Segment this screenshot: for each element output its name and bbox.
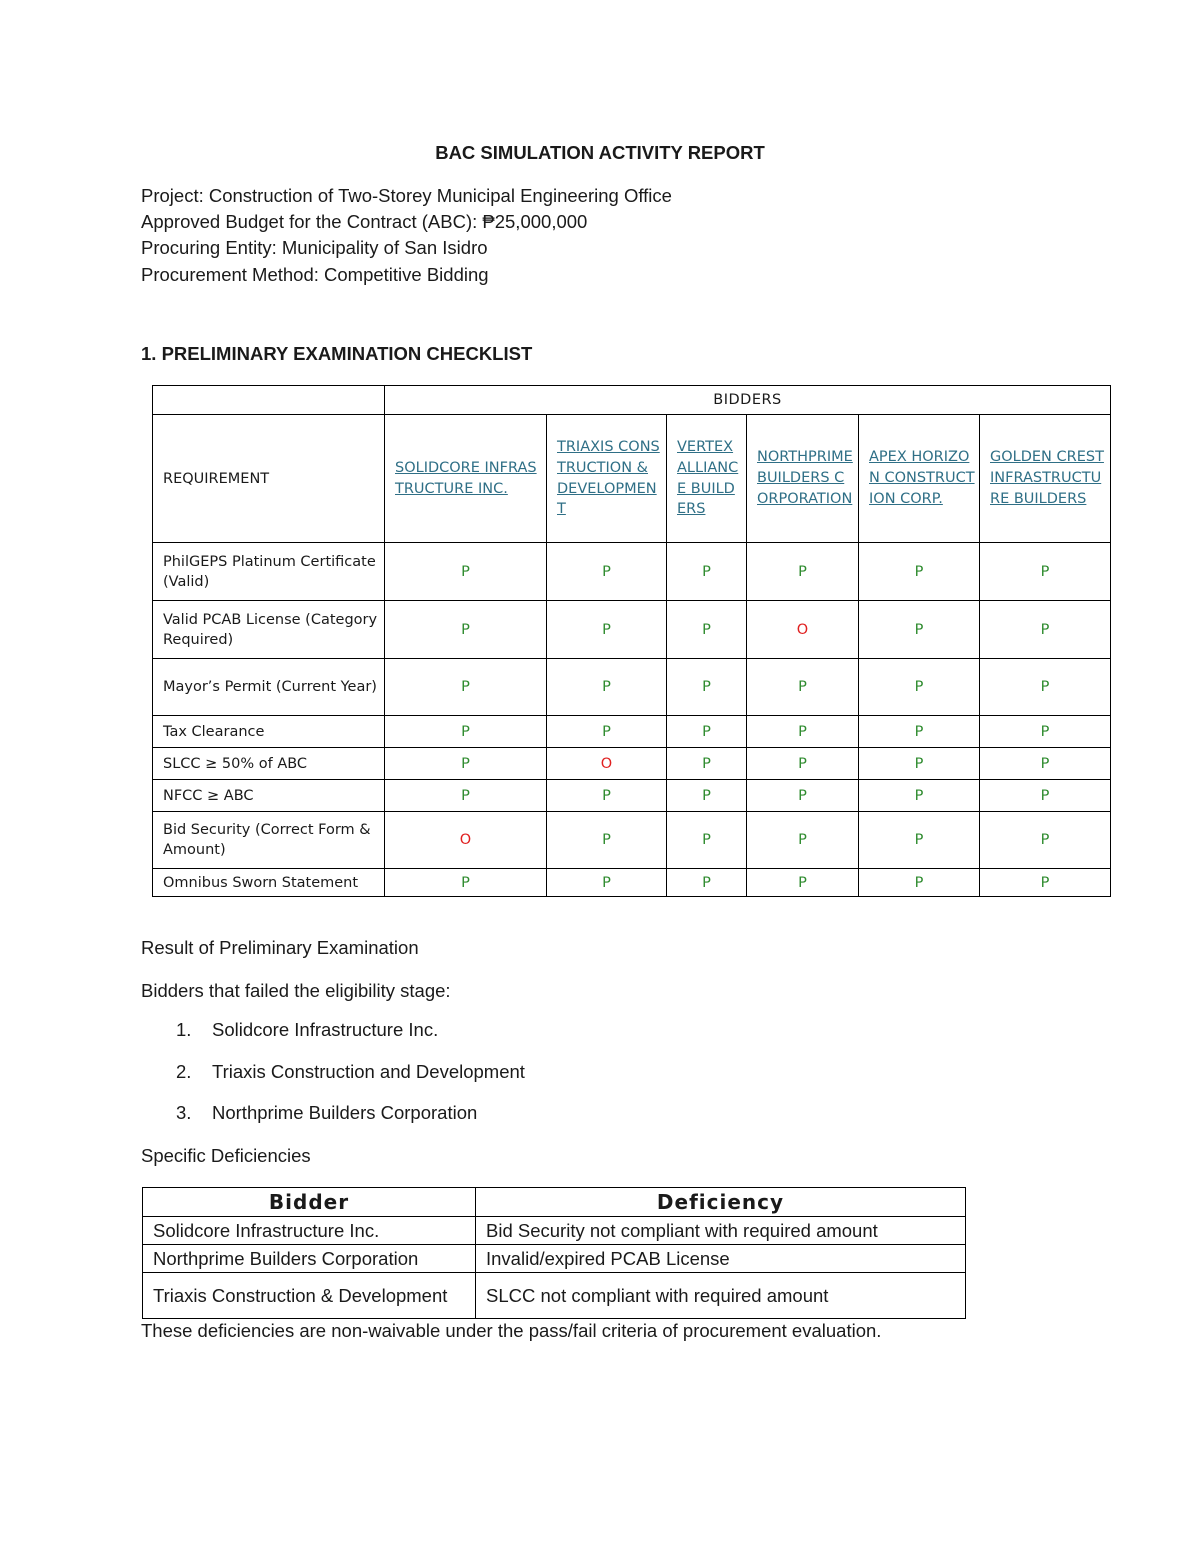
procurement-method-line: Procurement Method: Competitive Bidding bbox=[141, 263, 489, 285]
pass-mark: P bbox=[667, 780, 747, 812]
pass-mark: P bbox=[747, 543, 859, 601]
bidder-header-golden-crest[interactable]: GOLDEN CREST INFRASTRUCTURE BUILDERS bbox=[980, 415, 1111, 543]
table-row bbox=[153, 716, 1111, 748]
preliminary-checklist-table bbox=[152, 385, 1111, 897]
pass-mark: P bbox=[385, 601, 547, 659]
pass-mark: P bbox=[980, 716, 1111, 748]
bidder-header-northprime[interactable]: NORTHPRIME BUILDERS CORPORATION bbox=[747, 415, 859, 543]
bidder-header-solidcore[interactable]: SOLIDCORE INFRASTRUCTURE INC. bbox=[385, 415, 547, 543]
pass-mark: P bbox=[980, 812, 1111, 869]
pass-mark: P bbox=[547, 780, 667, 812]
list-number: 1. bbox=[176, 1019, 192, 1040]
bidder-header-vertex[interactable]: VERTEX ALLIANCE BUILDERS bbox=[667, 415, 747, 543]
pass-mark: P bbox=[667, 812, 747, 869]
bidder-header-apex[interactable]: APEX HORIZON CONSTRUCTION CORP. bbox=[859, 415, 980, 543]
list-item bbox=[141, 1102, 525, 1144]
pass-mark: P bbox=[667, 659, 747, 716]
pass-mark: P bbox=[747, 869, 859, 897]
requirement-cell: Valid PCAB License (Category Required) bbox=[153, 601, 385, 659]
table-row bbox=[153, 780, 1111, 812]
pass-mark: P bbox=[980, 601, 1111, 659]
list-text: Solidcore Infrastructure Inc. bbox=[212, 1019, 439, 1040]
requirement-cell: SLCC ≥ 50% of ABC bbox=[153, 748, 385, 780]
pass-mark: P bbox=[859, 748, 980, 780]
pass-mark: P bbox=[385, 659, 547, 716]
pass-mark: P bbox=[385, 780, 547, 812]
pass-mark: P bbox=[859, 780, 980, 812]
table-row bbox=[153, 748, 1111, 780]
table-cell: Solidcore Infrastructure Inc. bbox=[143, 1217, 476, 1245]
requirement-cell: Bid Security (Correct Form & Amount) bbox=[153, 812, 385, 869]
column-header-bidder: Bidder bbox=[143, 1188, 476, 1217]
project-line: Project: Construction of Two-Storey Municipal Engineering Office bbox=[141, 185, 672, 206]
footer-note: These deficiencies are non-waivable under the pass/fail criteria of procurement evaluation. bbox=[141, 1320, 882, 1341]
pass-mark: P bbox=[667, 869, 747, 897]
pass-mark: P bbox=[747, 780, 859, 812]
pass-mark: P bbox=[385, 869, 547, 897]
requirement-cell: Tax Clearance bbox=[153, 716, 385, 748]
table-row bbox=[153, 812, 1111, 869]
pass-mark: P bbox=[547, 812, 667, 869]
pass-mark: P bbox=[980, 748, 1111, 780]
list-item bbox=[141, 1061, 525, 1103]
deficiencies-heading: Specific Deficiencies bbox=[141, 1145, 311, 1166]
requirement-cell: PhilGEPS Platinum Certificate (Valid) bbox=[153, 543, 385, 601]
requirement-cell: Mayor’s Permit (Current Year) bbox=[153, 659, 385, 716]
fail-mark: O bbox=[385, 812, 547, 869]
procuring-entity-line: Procuring Entity: Municipality of San Isidro bbox=[141, 237, 488, 259]
pass-mark: P bbox=[859, 601, 980, 659]
table-cell: Northprime Builders Corporation bbox=[143, 1245, 476, 1273]
pass-mark: P bbox=[859, 812, 980, 869]
table-cell: Triaxis Construction & Development bbox=[143, 1273, 476, 1319]
list-item bbox=[141, 1019, 525, 1061]
pass-mark: P bbox=[859, 543, 980, 601]
pass-mark: P bbox=[385, 716, 547, 748]
pass-mark: P bbox=[859, 659, 980, 716]
column-header-deficiency: Deficiency bbox=[476, 1188, 966, 1217]
pass-mark: P bbox=[747, 812, 859, 869]
fail-mark: O bbox=[547, 748, 667, 780]
pass-mark: P bbox=[385, 543, 547, 601]
pass-mark: P bbox=[980, 869, 1111, 897]
requirement-cell: NFCC ≥ ABC bbox=[153, 780, 385, 812]
pass-mark: P bbox=[980, 543, 1111, 601]
report-title: BAC SIMULATION ACTIVITY REPORT bbox=[435, 142, 765, 163]
abc-line: Approved Budget for the Contract (ABC): ₱25,000,000 bbox=[141, 211, 588, 233]
pass-mark: P bbox=[859, 716, 980, 748]
bidders-header: BIDDERS bbox=[385, 386, 1111, 415]
pass-mark: P bbox=[385, 748, 547, 780]
pass-mark: P bbox=[747, 659, 859, 716]
table-cell: Bid Security not compliant with required amount bbox=[476, 1217, 966, 1245]
pass-mark: P bbox=[547, 869, 667, 897]
header-blank-cell bbox=[153, 386, 385, 415]
deficiency-table bbox=[142, 1187, 966, 1319]
project-details bbox=[141, 183, 672, 288]
pass-mark: P bbox=[547, 659, 667, 716]
failed-bidders-list bbox=[141, 1019, 525, 1144]
table-row bbox=[153, 601, 1111, 659]
requirement-cell: Omnibus Sworn Statement bbox=[153, 869, 385, 897]
result-heading: Result of Preliminary Examination bbox=[141, 937, 419, 958]
pass-mark: P bbox=[667, 748, 747, 780]
table-row bbox=[153, 869, 1111, 897]
pass-mark: P bbox=[859, 869, 980, 897]
list-text: Northprime Builders Corporation bbox=[212, 1102, 478, 1123]
pass-mark: P bbox=[667, 601, 747, 659]
pass-mark: P bbox=[667, 543, 747, 601]
pass-mark: P bbox=[980, 659, 1111, 716]
table-cell: Invalid/expired PCAB License bbox=[476, 1245, 966, 1273]
list-number: 3. bbox=[176, 1102, 192, 1123]
pass-mark: P bbox=[547, 543, 667, 601]
pass-mark: P bbox=[667, 716, 747, 748]
list-text: Triaxis Construction and Development bbox=[212, 1060, 525, 1082]
pass-mark: P bbox=[980, 780, 1111, 812]
pass-mark: P bbox=[747, 716, 859, 748]
table-cell: SLCC not compliant with required amount bbox=[476, 1273, 966, 1319]
pass-mark: P bbox=[547, 601, 667, 659]
pass-mark: P bbox=[547, 716, 667, 748]
pass-mark: P bbox=[747, 748, 859, 780]
list-number: 2. bbox=[176, 1060, 192, 1082]
bidder-header-triaxis[interactable]: TRIAXIS CONSTRUCTION & DEVELOPMENT bbox=[547, 415, 667, 543]
table-row bbox=[153, 659, 1111, 716]
table-row bbox=[153, 543, 1111, 601]
failed-intro: Bidders that failed the eligibility stage: bbox=[141, 980, 451, 1001]
requirement-header: REQUIREMENT bbox=[153, 415, 385, 543]
fail-mark: O bbox=[747, 601, 859, 659]
section-heading-checklist: 1. PRELIMINARY EXAMINATION CHECKLIST bbox=[141, 343, 533, 364]
